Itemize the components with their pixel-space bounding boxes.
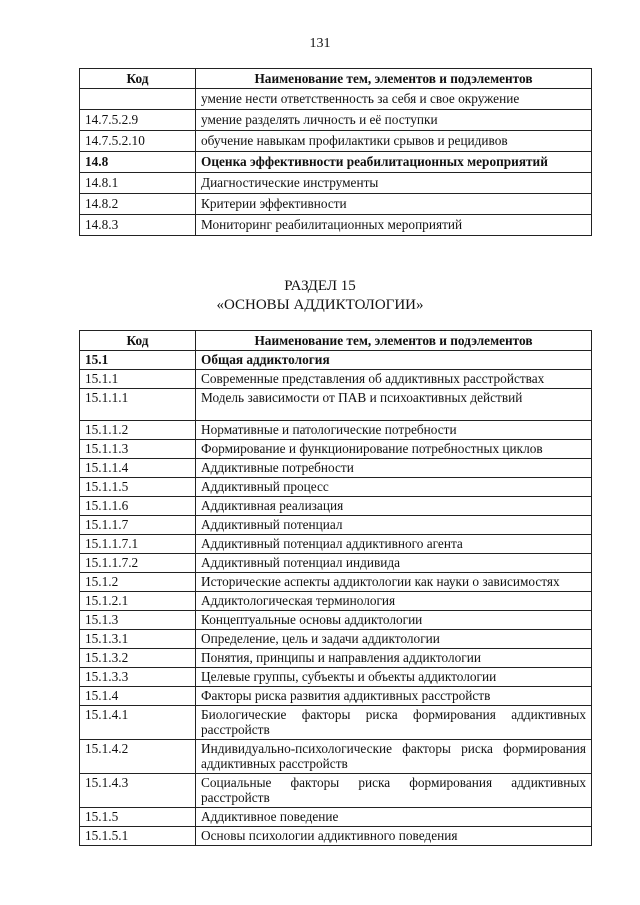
row-code: 15.1.1.7.1 bbox=[80, 535, 196, 554]
row-name: Аддиктологическая терминология bbox=[196, 592, 592, 611]
table-row bbox=[80, 630, 592, 649]
row-code: 15.1.1.1 bbox=[80, 389, 196, 421]
row-name: умение разделять личность и её поступки bbox=[196, 110, 592, 131]
row-code: 15.1.3.1 bbox=[80, 630, 196, 649]
table-row bbox=[80, 706, 592, 740]
topics-table-section-14 bbox=[79, 68, 592, 236]
row-name: Аддиктивные потребности bbox=[196, 459, 592, 478]
topics-table-section-15 bbox=[79, 330, 592, 846]
row-name: Определение, цель и задачи аддиктологии bbox=[196, 630, 592, 649]
row-code: 15.1.3 bbox=[80, 611, 196, 630]
section-heading bbox=[0, 277, 640, 315]
row-code: 15.1.1.2 bbox=[80, 421, 196, 440]
table-row bbox=[80, 827, 592, 846]
row-code: 15.1.4 bbox=[80, 687, 196, 706]
table-row bbox=[80, 535, 592, 554]
table-row bbox=[80, 389, 592, 421]
table-row bbox=[80, 497, 592, 516]
row-name: Социальные факторы риска формирования аддиктивных расстройств bbox=[196, 774, 592, 808]
row-name: Формирование и функционирование потребностных циклов bbox=[196, 440, 592, 459]
row-name: Аддиктивный потенциал аддиктивного агента bbox=[196, 535, 592, 554]
row-code: 15.1.1.6 bbox=[80, 497, 196, 516]
row-name: Биологические факторы риска формирования аддиктивных расстройств bbox=[196, 706, 592, 740]
row-name: Индивидуально-психологические факторы риска формирования аддиктивных расстройств bbox=[196, 740, 592, 774]
row-name: Исторические аспекты аддиктологии как науки о зависимостях bbox=[196, 573, 592, 592]
row-code: 15.1.5 bbox=[80, 808, 196, 827]
column-header-name: Наименование тем, элементов и подэлементов bbox=[196, 331, 592, 351]
row-name: Современные представления об аддиктивных расстройствах bbox=[196, 370, 592, 389]
table-row bbox=[80, 774, 592, 808]
section-subtitle: «ОСНОВЫ АДДИКТОЛОГИИ» bbox=[216, 297, 424, 313]
row-code: 15.1.1.4 bbox=[80, 459, 196, 478]
row-name: Нормативные и патологические потребности bbox=[196, 421, 592, 440]
row-name: обучение навыкам профилактики срывов и рецидивов bbox=[196, 131, 592, 152]
row-code: 14.7.5.2.10 bbox=[80, 131, 196, 152]
row-name: Аддиктивная реализация bbox=[196, 497, 592, 516]
row-name: Модель зависимости от ПАВ и психоактивных действий bbox=[196, 389, 592, 421]
table-row bbox=[80, 370, 592, 389]
table-row bbox=[80, 173, 592, 194]
table-row bbox=[80, 194, 592, 215]
row-code: 15.1.4.1 bbox=[80, 706, 196, 740]
row-code: 14.8.2 bbox=[80, 194, 196, 215]
row-code: 14.8.3 bbox=[80, 215, 196, 236]
table-row bbox=[80, 152, 592, 173]
row-code: 15.1 bbox=[80, 351, 196, 370]
row-name: Аддиктивный потенциал bbox=[196, 516, 592, 535]
row-name: Аддиктивный потенциал индивида bbox=[196, 554, 592, 573]
row-code: 15.1.3.3 bbox=[80, 668, 196, 687]
row-name: Общая аддиктология bbox=[196, 351, 592, 370]
table-row bbox=[80, 668, 592, 687]
column-header-code: Код bbox=[80, 331, 196, 351]
row-name: Диагностические инструменты bbox=[196, 173, 592, 194]
row-name: Понятия, принципы и направления аддиктологии bbox=[196, 649, 592, 668]
row-name: Факторы риска развития аддиктивных расстройств bbox=[196, 687, 592, 706]
table-row bbox=[80, 740, 592, 774]
row-code: 15.1.1.7.2 bbox=[80, 554, 196, 573]
table-row bbox=[80, 89, 592, 110]
table-row bbox=[80, 592, 592, 611]
row-code: 15.1.2 bbox=[80, 573, 196, 592]
row-name: Основы психологии аддиктивного поведения bbox=[196, 827, 592, 846]
table-row bbox=[80, 478, 592, 497]
row-name: Концептуальные основы аддиктологии bbox=[196, 611, 592, 630]
row-name: Оценка эффективности реабилитационных мероприятий bbox=[196, 152, 592, 173]
row-code: 15.1.1.5 bbox=[80, 478, 196, 497]
section-title: РАЗДЕЛ 15 bbox=[284, 278, 356, 294]
table-row bbox=[80, 440, 592, 459]
table-row bbox=[80, 649, 592, 668]
table-row bbox=[80, 687, 592, 706]
row-code: 15.1.1.7 bbox=[80, 516, 196, 535]
table-row bbox=[80, 573, 592, 592]
table-row bbox=[80, 459, 592, 478]
row-name: Аддиктивное поведение bbox=[196, 808, 592, 827]
row-code: 15.1.4.2 bbox=[80, 740, 196, 774]
row-code bbox=[80, 89, 196, 110]
table-row bbox=[80, 131, 592, 152]
row-code: 15.1.5.1 bbox=[80, 827, 196, 846]
row-name: Аддиктивный процесс bbox=[196, 478, 592, 497]
table-header-row bbox=[80, 69, 592, 89]
table-row bbox=[80, 516, 592, 535]
row-code: 14.8.1 bbox=[80, 173, 196, 194]
table-row bbox=[80, 421, 592, 440]
table-row bbox=[80, 808, 592, 827]
row-code: 15.1.1.3 bbox=[80, 440, 196, 459]
row-code: 14.8 bbox=[80, 152, 196, 173]
page-number: 131 bbox=[309, 36, 331, 51]
column-header-code: Код bbox=[80, 69, 196, 89]
table-row bbox=[80, 611, 592, 630]
table-row bbox=[80, 215, 592, 236]
row-name: Мониторинг реабилитационных мероприятий bbox=[196, 215, 592, 236]
row-name: Целевые группы, субъекты и объекты аддиктологии bbox=[196, 668, 592, 687]
row-code: 14.7.5.2.9 bbox=[80, 110, 196, 131]
row-name: Критерии эффективности bbox=[196, 194, 592, 215]
row-code: 15.1.1 bbox=[80, 370, 196, 389]
table-row bbox=[80, 351, 592, 370]
row-name: умение нести ответственность за себя и свое окружение bbox=[196, 89, 592, 110]
table-row bbox=[80, 554, 592, 573]
row-code: 15.1.4.3 bbox=[80, 774, 196, 808]
row-code: 15.1.2.1 bbox=[80, 592, 196, 611]
table-row bbox=[80, 110, 592, 131]
row-code: 15.1.3.2 bbox=[80, 649, 196, 668]
column-header-name: Наименование тем, элементов и подэлементов bbox=[196, 69, 592, 89]
table-header-row bbox=[80, 331, 592, 351]
